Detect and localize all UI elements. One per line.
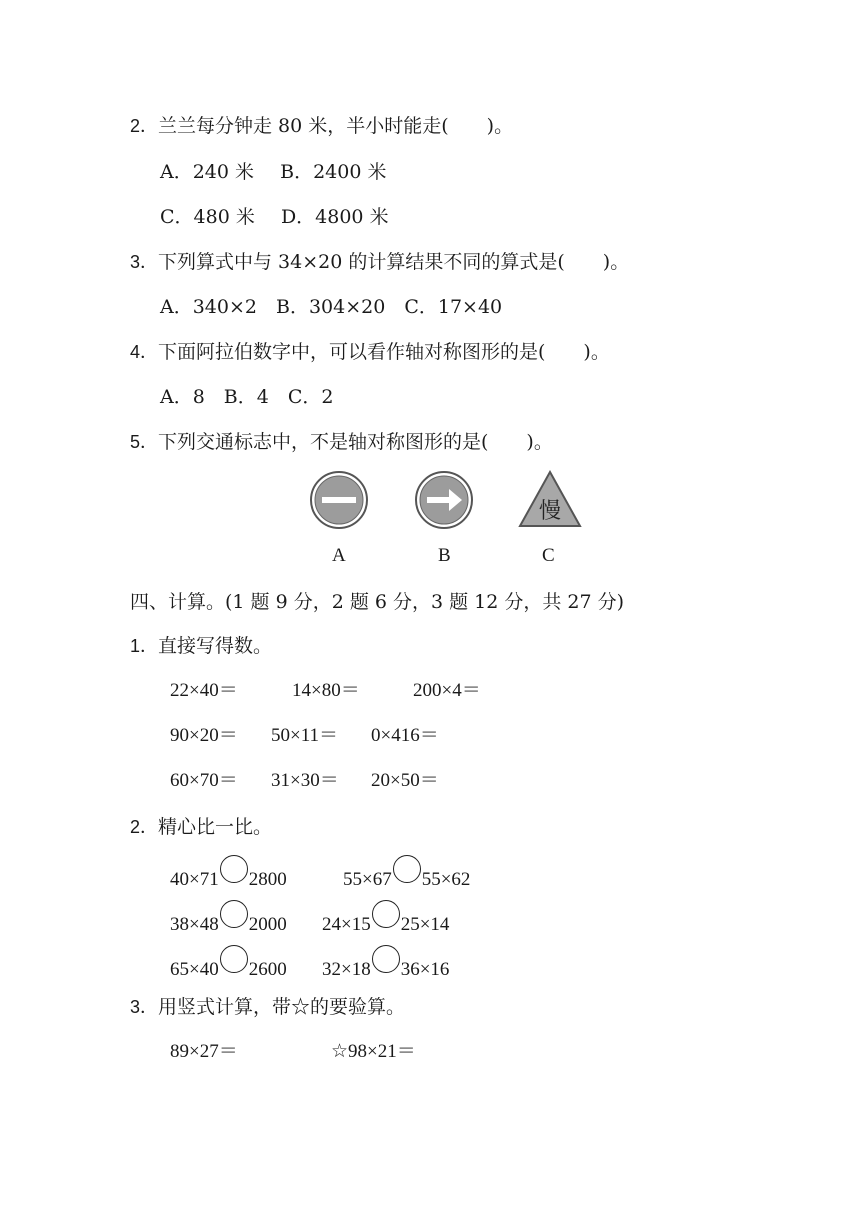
calc-item: 60×70＝ [170,770,238,791]
compare-item [322,954,449,982]
question-text: 下列交通标志中，不是轴对称图形的是( )。 [158,431,553,453]
calc-item: 31×30＝ [271,770,339,791]
compare-left: 55×67 [343,869,392,890]
vertical-calc-item: 89×27＝ [170,1041,238,1062]
question-text: 下列算式中与 34×20 的计算结果不同的算式是( )。 [158,251,630,273]
section-4-title: 四、计算。(1 题 9 分，2 题 6 分，3 题 12 分，共 27 分) [130,591,625,613]
s4-question-2 [130,815,272,839]
calc-item: 50×11＝ [271,725,339,746]
calc-item: 14×80＝ [292,680,360,701]
answer-circle[interactable] [220,900,248,928]
question-3 [130,250,629,274]
q3-options: A．340×2 B．304×20 C．17×40 [160,296,503,318]
compare-right: 2000 [248,914,287,935]
q2-options-row1 [160,160,386,184]
compare-item [322,909,449,937]
question-text: 用竖式计算，带☆的要验算。 [158,996,406,1018]
question-number: 3． [130,252,159,272]
compare-item [170,864,287,892]
question-number: 2． [130,817,159,837]
calc-item: 200×4＝ [413,680,481,701]
compare-left: 24×15 [322,914,371,935]
option-c: C．480 米 [160,206,255,228]
answer-circle[interactable] [220,855,248,883]
question-4 [130,340,610,364]
question-number: 2． [130,116,159,136]
q4-options: A．8 B．4 C．2 [160,386,334,408]
question-text: 下面阿拉伯数字中，可以看作轴对称图形的是( )。 [158,341,610,363]
q2-options-row2 [160,205,389,229]
question-text: 直接写得数。 [158,635,273,657]
calc-item: 90×20＝ [170,725,238,746]
option-d: D．4800 米 [280,206,389,228]
question-number: 5． [130,432,159,452]
answer-circle[interactable] [220,945,248,973]
question-text: 兰兰每分钟走 80 米，半小时能走( )。 [158,115,514,137]
question-number: 4． [130,342,159,362]
question-number: 3． [130,997,159,1017]
calc-item: 20×50＝ [371,770,439,791]
option-b: B．2400 米 [280,161,387,183]
sign-label-a: A [332,545,346,566]
s4-question-3 [130,995,405,1019]
compare-left: 32×18 [322,959,371,980]
question-5 [130,430,553,454]
answer-circle[interactable] [393,855,421,883]
question-number: 1． [130,636,159,656]
sign-label-b: B [438,545,451,566]
compare-left: 65×40 [170,959,219,980]
compare-item [170,909,287,937]
no-entry-sign-icon [309,470,369,530]
compare-right: 2600 [248,959,287,980]
question-text: 精心比一比。 [158,816,273,838]
compare-item [343,864,470,892]
compare-right: 25×14 [400,914,450,935]
calc-item: 22×40＝ [170,680,238,701]
vertical-calc-item: ☆98×21＝ [331,1041,416,1062]
compare-right: 2800 [248,869,287,890]
calc-item: 0×416＝ [371,725,439,746]
arrow-right-sign-icon [414,470,474,530]
compare-right: 55×62 [421,869,471,890]
compare-item [170,954,287,982]
compare-left: 38×48 [170,914,219,935]
option-a: A．240 米 [160,161,255,183]
answer-circle[interactable] [372,900,400,928]
slow-triangle-sign-icon [518,470,582,528]
compare-right: 36×16 [400,959,450,980]
s4-question-1 [130,634,272,658]
slow-sign-text: 慢 [538,499,562,524]
answer-circle[interactable] [372,945,400,973]
sign-label-c: C [542,545,555,566]
compare-left: 40×71 [170,869,219,890]
question-2 [130,114,513,138]
